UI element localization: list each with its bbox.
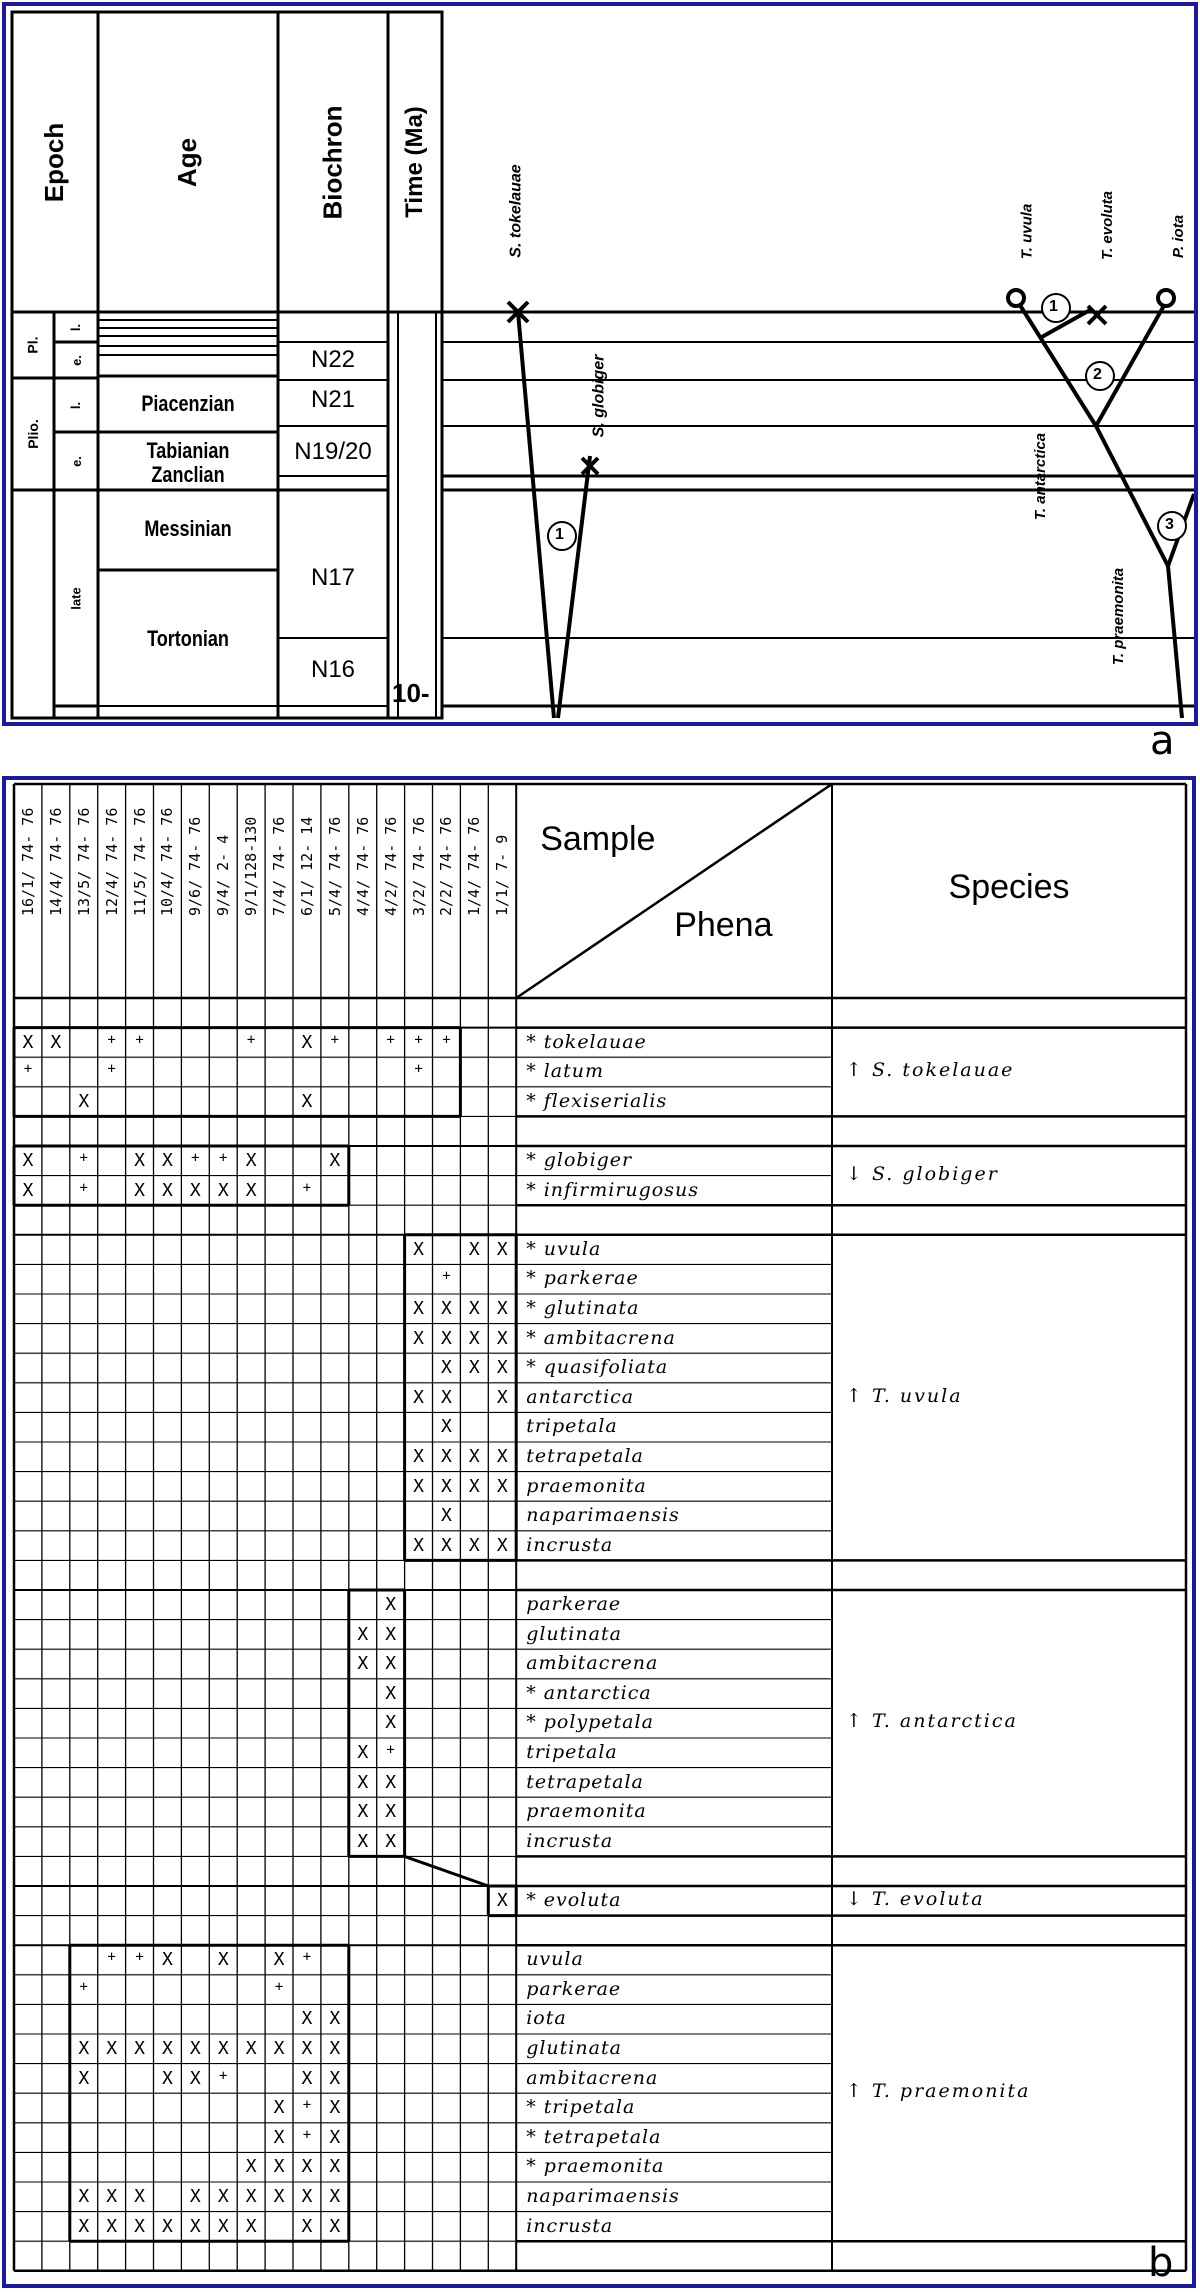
phenon-name: antarctica (526, 1385, 635, 1408)
occurrence-mark: X (245, 1179, 257, 1201)
occurrence-mark: X (217, 2186, 229, 2207)
phenon-name: tripetala (526, 1741, 618, 1763)
occurrence-mark: X (413, 1298, 424, 1319)
occurrence-mark: + (79, 1978, 88, 1995)
node-label-3: 3 (1165, 516, 1174, 533)
phenon-name: * polypetala (526, 1711, 654, 1734)
age-zanclian: Zanclian (151, 462, 225, 487)
phenon-name: naparimaensis (526, 2185, 680, 2207)
header-biochron: Biochron (317, 104, 348, 220)
taxon-t-antarctica: T. antarctica (1032, 432, 1050, 520)
occurrence-mark: X (468, 1327, 480, 1349)
sample-header-8 (209, 784, 237, 998)
occurrence-mark: X (301, 2215, 313, 2237)
occurrence-mark: X (329, 2067, 341, 2089)
time-tick-10: 10- (392, 678, 430, 708)
sample-header-11 (293, 784, 321, 998)
occurrence-mark: X (245, 2215, 257, 2237)
occurrence-mark: X (385, 1712, 397, 1734)
node-markers (548, 294, 1186, 550)
occurrence-mark: X (134, 2186, 145, 2207)
taxon-p-iota: P. iota (1170, 214, 1188, 258)
occurrence-mark: X (245, 2038, 257, 2059)
phenon-name: praemonita (526, 1800, 647, 1823)
age-tortonian: Tortonian (147, 626, 229, 651)
occurrence-mark: X (385, 1623, 397, 1645)
species-name: ↓ T. evoluta (846, 1887, 985, 1910)
occurrence-mark: X (78, 2186, 90, 2207)
occurrence-mark: + (302, 2097, 312, 2114)
occurrence-mark: X (22, 1031, 34, 1053)
sample-header-3 (70, 784, 98, 998)
sample-header-7 (181, 784, 209, 998)
phenon-name: * antarctica (526, 1681, 652, 1704)
sample-header-4 (98, 784, 126, 998)
epoch-sub-early-plio: e. (68, 455, 84, 467)
sample-header-16 (433, 784, 461, 998)
sample-id: 5/4/ 74- 76 (325, 816, 344, 916)
occurrence-mark: X (106, 2186, 118, 2207)
occurrence-mark: + (414, 1061, 423, 1078)
sample-header-10 (265, 784, 293, 998)
occurrence-mark: X (413, 1446, 424, 1467)
biochron-n17: N17 (310, 564, 356, 591)
occurrence-mark: + (23, 1061, 33, 1078)
node-label-1-truncorotalia: 1 (1049, 298, 1058, 315)
age-tabianian: Tabianian (146, 438, 230, 463)
phenon-name: * flexiserialis (526, 1089, 668, 1112)
occurrence-mark: X (496, 1357, 508, 1379)
biochron-n19-20: N19/20 (294, 438, 372, 465)
sample-header-18 (488, 784, 516, 998)
occurrence-mark: X (189, 1179, 201, 1201)
sample-id: 11/5/ 74- 76 (130, 807, 149, 916)
occurrence-mark: X (357, 1653, 369, 1675)
panel-a-label: a (1150, 718, 1175, 764)
occurrence-mark: X (357, 1742, 369, 1763)
header-sample: Sample (540, 820, 656, 858)
phenon-name: naparimaensis (526, 1504, 680, 1527)
occurrence-mark: X (329, 2215, 341, 2237)
phenon-name: incrusta (526, 1533, 614, 1556)
sample-header-12 (321, 784, 349, 998)
taxon-s-globiger: S. globiger (590, 354, 608, 438)
occurrence-mark: X (413, 1238, 424, 1260)
occurrence-mark: + (135, 1949, 144, 1966)
occurrence-mark: + (107, 1031, 116, 1048)
occurrence-mark: X (301, 1090, 313, 1112)
occurrence-mark: X (468, 1357, 480, 1379)
sample-header-1 (14, 784, 42, 998)
occurrence-mark: X (496, 1238, 508, 1260)
occurrence-mark: X (301, 2038, 313, 2059)
occurrence-mark: X (441, 1416, 452, 1438)
header-phena: Phena (674, 906, 773, 944)
occurrence-mark: X (301, 1031, 313, 1053)
phenon-name: glutinata (526, 1622, 622, 1645)
header-age: Age (172, 137, 203, 187)
taxon-t-uvula: T. uvula (1018, 203, 1036, 259)
phenon-name: * infirmirugosus (526, 1178, 699, 1201)
occurrence-mark: X (496, 1327, 508, 1349)
panel-b-label: b (1148, 2240, 1174, 2286)
header-epoch: Epoch (39, 122, 70, 202)
sample-id: 10/4/ 74- 76 (158, 807, 177, 916)
occurrence-mark: + (107, 1061, 116, 1078)
panel-a-stratigraphic-chart (2, 2, 1198, 726)
occurrence-mark: X (441, 1534, 452, 1556)
occurrence-mark: X (273, 2038, 285, 2059)
occurrence-mark: X (245, 2156, 257, 2178)
occurrence-mark: X (217, 2215, 229, 2237)
occurrence-mark: X (329, 2156, 341, 2178)
sample-id: 16/1/ 74- 76 (18, 807, 37, 916)
occurrence-mark: X (441, 1357, 452, 1379)
phenon-name: parkerae (526, 1593, 622, 1615)
panel-b-occurrence-table (2, 776, 1196, 2288)
occurrence-mark: + (107, 1949, 116, 1966)
sample-id: 7/4/ 74- 76 (270, 816, 289, 916)
phenon-name: ambitacrena (526, 2066, 659, 2089)
phenon-name: * evoluta (526, 1889, 622, 1911)
occurrence-mark: X (134, 2215, 145, 2237)
epoch-sub-late-plio: l. (68, 401, 84, 409)
occurrence-mark: X (273, 2186, 285, 2207)
occurrence-mark: X (189, 2038, 201, 2059)
occurrence-mark: X (301, 2067, 313, 2089)
occurrence-mark: X (301, 2008, 313, 2030)
phenon-name: ambitacrena (526, 1652, 659, 1675)
occurrence-mark: + (386, 1031, 395, 1048)
occurrence-mark: X (441, 1327, 452, 1349)
sample-id: 13/5/ 74- 76 (74, 807, 93, 916)
occurrence-mark: X (496, 1534, 508, 1556)
sample-header-13 (349, 784, 377, 998)
occurrence-mark: + (386, 1742, 395, 1758)
occurrence-mark: X (357, 1771, 369, 1793)
occurrence-mark: X (385, 1771, 397, 1793)
epoch-sub-early: e. (68, 354, 84, 366)
occurrence-mark: X (301, 2186, 313, 2207)
phenon-name: tripetala (526, 1415, 618, 1438)
occurrence-mark: + (79, 1179, 88, 1196)
occurrence-mark: X (441, 1298, 452, 1319)
occurrence-mark: X (329, 2126, 341, 2148)
occurrence-mark: + (302, 1949, 312, 1966)
occurrence-mark: + (246, 1031, 256, 1048)
occurrence-mark: X (385, 1594, 397, 1615)
occurrence-mark: X (385, 1682, 397, 1704)
occurrence-mark: X (385, 1801, 397, 1823)
node-label-1-sphaeroidinella: 1 (555, 526, 564, 543)
phenon-name: * quasifoliata (526, 1356, 669, 1379)
occurrence-mark: X (496, 1890, 508, 1911)
sample-id: 4/4/ 74- 76 (353, 816, 372, 916)
sample-id: 2/2/ 74- 76 (437, 816, 456, 916)
occurrence-mark: X (106, 2215, 118, 2237)
phenon-name: glutinata (526, 2037, 622, 2059)
occurrence-mark: X (329, 2038, 341, 2059)
occurrence-mark: X (468, 1534, 480, 1556)
occurrence-mark: X (413, 1534, 424, 1556)
occurrence-mark: X (189, 2186, 201, 2207)
occurrence-mark: X (496, 1475, 508, 1497)
occurrence-mark: X (134, 2038, 145, 2059)
phenon-name: * glutinata (526, 1297, 640, 1319)
occurrence-mark: X (78, 2215, 90, 2237)
occurrence-mark: X (329, 1150, 341, 1171)
occurrence-mark: X (468, 1475, 480, 1497)
sample-id: 4/2/ 74- 76 (381, 816, 400, 916)
biochron-n21: N21 (310, 386, 356, 413)
occurrence-mark: + (330, 1031, 340, 1048)
occurrence-mark: X (134, 1179, 145, 1201)
occurrence-mark: X (189, 2067, 201, 2089)
occurrence-mark: + (302, 1179, 312, 1196)
occurrence-mark: X (217, 2038, 229, 2059)
occurrence-mark: X (245, 2186, 257, 2207)
occurrence-mark: + (191, 1150, 200, 1166)
sample-id: 14/4/ 74- 76 (46, 807, 65, 916)
occurrence-mark: X (385, 1830, 397, 1852)
phenon-name: uvula (526, 1948, 584, 1971)
sample-id: 12/4/ 74- 76 (102, 807, 121, 916)
sample-header-14 (377, 784, 405, 998)
phenon-name: * latum (526, 1060, 605, 1083)
occurrence-mark: X (22, 1150, 34, 1171)
occurrence-mark: X (496, 1386, 508, 1408)
occurrence-mark: X (413, 1386, 424, 1408)
occurrence-mark: X (468, 1446, 480, 1467)
occurrence-mark: + (219, 1150, 228, 1166)
sample-id: 6/1/ 12- 14 (297, 816, 316, 916)
biochron-n22: N22 (310, 346, 356, 373)
phenon-name: tetrapetala (526, 1770, 644, 1793)
age-messinian: Messinian (144, 516, 232, 541)
taxon-t-praemonita: T. praemonita (1110, 567, 1128, 665)
sample-header-2 (42, 784, 70, 998)
phenon-name: praemonita (526, 1474, 647, 1497)
occurrence-mark: + (442, 1031, 451, 1048)
occurrence-mark: X (329, 2186, 341, 2207)
species-name: ↑ T. praemonita (846, 2080, 1031, 2103)
node-label-2: 2 (1093, 366, 1102, 383)
occurrence-mark: X (50, 1031, 62, 1053)
phenon-name: * tokelauae (526, 1030, 647, 1053)
header-species: Species (948, 868, 1070, 906)
occurrence-mark: X (78, 1090, 90, 1112)
phenon-name: incrusta (526, 1829, 614, 1852)
sample-id: 3/2/ 74- 76 (409, 816, 428, 916)
occurrence-mark: X (273, 2126, 285, 2148)
occurrence-mark: X (441, 1505, 452, 1527)
occurrence-mark: X (301, 2156, 313, 2178)
occurrence-mark: X (496, 1446, 508, 1467)
phenon-name: * uvula (526, 1237, 602, 1260)
occurrence-mark: X (162, 1179, 173, 1201)
occurrence-mark: X (134, 1150, 145, 1171)
species-name: ↓ S. globiger (846, 1162, 999, 1185)
occurrence-mark: X (162, 1150, 173, 1171)
occurrence-mark: X (78, 2038, 90, 2059)
occurrence-mark: + (274, 1978, 284, 1995)
occurrence-mark: X (22, 1179, 34, 1201)
phenon-name: tetrapetala (526, 1445, 644, 1467)
lineage-origin-markers (1008, 290, 1174, 306)
sample-header-5 (126, 784, 154, 998)
occurrence-mark: X (217, 1949, 229, 1971)
phenon-name: * tripetala (526, 2096, 636, 2119)
sample-id: 9/4/ 2- 4 (214, 834, 233, 916)
occurrence-mark: + (135, 1031, 144, 1048)
occurrence-mark: X (468, 1298, 480, 1319)
occurrence-mark: X (441, 1475, 452, 1497)
phenon-name: parkerae (526, 1977, 622, 2000)
sample-header-6 (154, 784, 182, 998)
phenon-name: * parkerae (526, 1267, 639, 1290)
occurrence-mark: X (162, 2038, 173, 2059)
sample-header-9 (237, 784, 265, 998)
occurrence-mark: X (413, 1327, 424, 1349)
occurrence-mark: X (162, 2215, 173, 2237)
occurrence-mark: + (442, 1268, 451, 1285)
taxon-t-evoluta: T. evoluta (1098, 190, 1116, 260)
epoch-sub-late-miocene: late (68, 586, 84, 610)
occurrence-mark: X (329, 2097, 341, 2119)
age-piacenzian: Piacenzian (141, 391, 235, 416)
occurrence-mark: + (219, 2067, 228, 2084)
occurrence-mark: X (189, 2215, 201, 2237)
phenon-name: * praemonita (526, 2155, 665, 2178)
species-name: ↑ T. antarctica (846, 1710, 1018, 1733)
occurrence-mark: X (441, 1386, 452, 1408)
occurrence-mark: X (162, 1949, 173, 1971)
species-name: ↑ S. tokelauae (846, 1059, 1015, 1081)
occurrence-mark: X (162, 2067, 173, 2089)
occurrence-mark: X (496, 1298, 508, 1319)
species-name: ↑ T. uvula (846, 1384, 963, 1407)
epoch-pleistocene: Pl. (25, 336, 41, 354)
biochron-n16: N16 (310, 656, 356, 683)
phenon-name: * ambitacrena (526, 1326, 676, 1349)
phenon-name: incrusta (526, 2214, 614, 2237)
sample-header-15 (405, 784, 433, 998)
epoch-pliocene: Plio. (25, 419, 41, 449)
sample-id: 9/6/ 74- 76 (186, 816, 205, 916)
occurrence-mark: X (468, 1238, 480, 1260)
occurrence-mark: X (357, 1801, 369, 1823)
occurrence-mark: X (273, 2156, 285, 2178)
occurrence-mark: X (413, 1475, 424, 1497)
epoch-sub-late: l. (68, 323, 84, 331)
phenon-name: * tetrapetala (526, 2125, 662, 2148)
occurrence-mark: X (329, 2008, 341, 2030)
sample-id: 1/1/ 7- 9 (493, 834, 512, 916)
occurrence-mark: X (217, 1179, 229, 1201)
occurrence-mark: + (79, 1150, 88, 1166)
occurrence-mark: X (441, 1446, 452, 1467)
occurrence-mark: X (273, 2097, 285, 2119)
occurrence-mark: + (414, 1031, 423, 1048)
sample-header-17 (460, 784, 488, 998)
occurrence-mark: X (245, 1150, 257, 1171)
occurrence-mark: X (78, 2067, 90, 2089)
phenon-name: * globiger (526, 1149, 633, 1171)
occurrence-mark: X (357, 1830, 369, 1852)
occurrence-mark: X (106, 2038, 118, 2059)
sample-id: 9/1/128-130 (242, 816, 261, 916)
sample-id: 1/4/ 74- 76 (465, 816, 484, 916)
occurrence-mark: + (302, 2126, 312, 2143)
header-time: Time (Ma) (401, 106, 429, 218)
taxon-s-tokelauae: S. tokelauae (508, 164, 525, 258)
occurrence-mark: X (357, 1623, 369, 1645)
phenon-name: iota (526, 2007, 567, 2030)
occurrence-mark: X (385, 1653, 397, 1675)
occurrence-mark: X (273, 1949, 285, 1971)
